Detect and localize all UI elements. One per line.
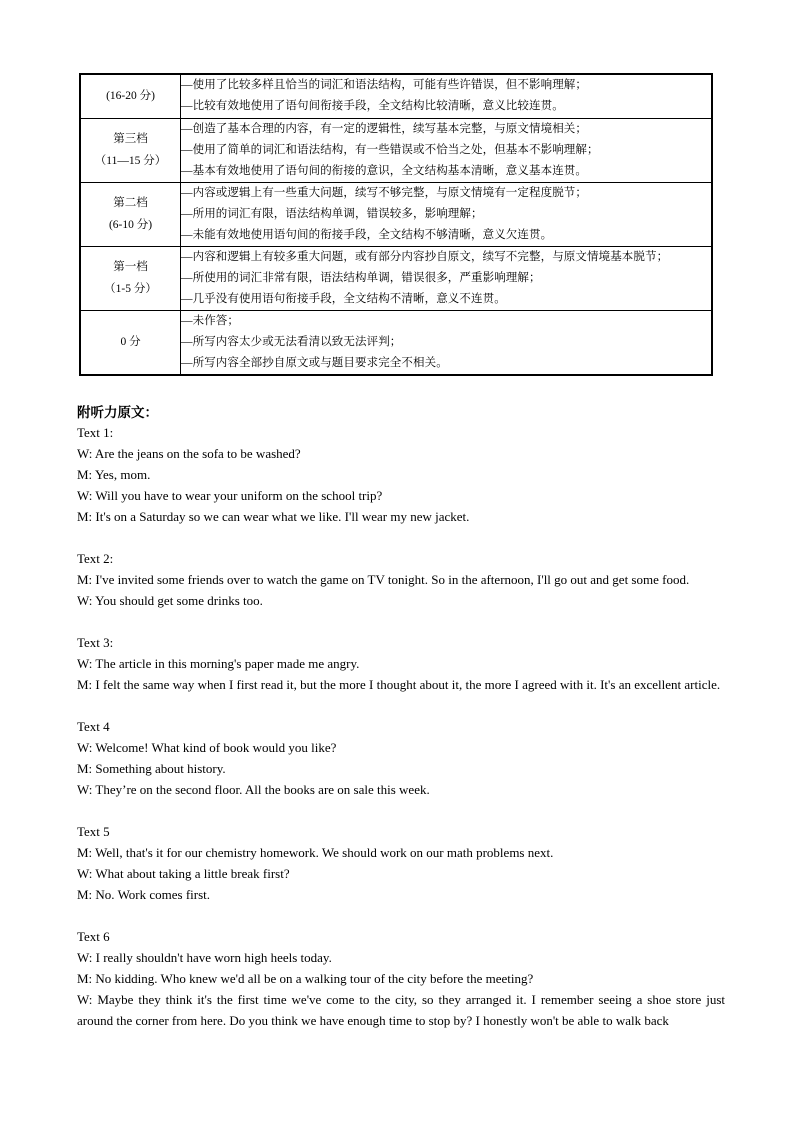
dialogue-line: W: They’re on the second floor. All the books are on sale this week. [77, 782, 430, 797]
rubric-description [181, 74, 713, 118]
rubric-level [80, 310, 181, 375]
rubric-level [80, 74, 181, 118]
text-label: Text 3: [77, 635, 114, 650]
dialogue-line: M: I felt the same way when I first read it, but the more I thought about it, the more I agreed with it. It's an excellent article. [77, 677, 721, 692]
dialogue-line: M: Well, that's it for our chemistry homework. We should work on our math problems next. [77, 845, 554, 860]
dialogue-line: W: I really shouldn't have worn high heels today. [77, 950, 332, 965]
text-label: Text 6 [77, 929, 110, 944]
rubric-criterion: —未能有效地使用语句间的衔接手段，全文结构不够清晰，意义欠连贯。 [181, 228, 553, 241]
rubric-criterion: —使用了比较多样且恰当的词汇和语法结构，可能有些许错误，但不影响理解； [181, 79, 587, 92]
text-label: Text 1: [77, 425, 114, 440]
dialogue-line: W: Will you have to wear your uniform on the school trip? [77, 488, 383, 503]
rubric-level [80, 246, 181, 310]
paragraph-spacer [77, 800, 725, 821]
dialogue-line: M: It's on a Saturday so we can wear what we like. I'll wear my new jacket. [77, 509, 470, 524]
rubric-row [80, 74, 712, 118]
dialogue-line: M: Yes, mom. [77, 467, 151, 482]
dialogue-line: M: No kidding. Who knew we'd all be on a walking tour of the city before the meeting? [77, 971, 534, 986]
rubric-description [181, 310, 713, 375]
paragraph-spacer [77, 527, 725, 548]
rubric-level-text: 第三档 [113, 133, 148, 145]
rubric-level-text: 第二档 [113, 197, 148, 209]
rubric-level-text: 0 分 [120, 336, 141, 348]
listening-transcript [77, 422, 725, 1031]
listening-section-title: 附听力原文： [77, 405, 158, 421]
rubric-description [181, 182, 713, 246]
rubric-criterion: —所写内容太少或无法看清以致无法评判； [181, 335, 402, 348]
rubric-row [80, 182, 712, 246]
rubric-criterion: —未作答； [181, 314, 239, 327]
rubric-level [80, 118, 181, 182]
rubric-row [80, 118, 712, 182]
dialogue-line: M: I've invited some friends over to watch the game on TV tonight. So in the afternoon, I'll go out and get some food. [77, 572, 690, 587]
rubric-criterion: —内容或逻辑上有一些重大问题，续写不够完整，与原文情境有一定程度脱节； [181, 186, 587, 199]
dialogue-line: W: The article in this morning's paper made me angry. [77, 656, 360, 671]
dialogue-line: W: What about taking a little break first? [77, 866, 290, 881]
text-label: Text 2: [77, 551, 114, 566]
scoring-rubric-table [79, 73, 713, 376]
rubric-criterion: —所用的词汇有限，语法结构单调，错误较多，影响理解； [181, 207, 483, 220]
dialogue-line: M: No. Work comes first. [77, 887, 211, 902]
paragraph-spacer [77, 611, 725, 632]
rubric-criterion: —创造了基本合理的内容，有一定的逻辑性，续写基本完整，与原文情境相关； [181, 122, 587, 135]
rubric-description [181, 118, 713, 182]
rubric-criterion: —使用了简单的词汇和语法结构，有一些错误或不恰当之处，但基本不影响理解； [181, 143, 599, 156]
dialogue-line: W: Maybe they think it's the first time we've come to the city, so they arranged it. I remember seeing a shoe store just around the corner from here. Do you think we have enough time to stop by? I honestly won't be able to walk back [77, 992, 725, 1028]
dialogue-line: W: Are the jeans on the sofa to be washed? [77, 446, 301, 461]
dialogue-line: M: Something about history. [77, 761, 226, 776]
rubric-level [80, 182, 181, 246]
rubric-level-text: 第一档 [113, 261, 148, 273]
rubric-criterion: —几乎没有使用语句衔接手段，全文结构不清晰，意义不连贯。 [181, 292, 506, 305]
dialogue-line: W: Welcome! What kind of book would you like? [77, 740, 337, 755]
rubric-level-text: （1-5 分） [104, 283, 157, 295]
text-label: Text 5 [77, 824, 110, 839]
rubric-row [80, 246, 712, 310]
rubric-criterion: —所写内容全部抄自原文或与题目要求完全不相关。 [181, 356, 448, 369]
paragraph-spacer [77, 905, 725, 926]
rubric-criterion: —所使用的词汇非常有限，语法结构单调，错误很多，严重影响理解； [181, 271, 541, 284]
text-label: Text 4 [77, 719, 110, 734]
paragraph-spacer [77, 695, 725, 716]
rubric-criterion: —内容和逻辑上有较多重大问题，或有部分内容抄自原文，续写不完整，与原文情境基本脱节； [181, 250, 669, 263]
rubric-row [80, 310, 712, 375]
rubric-level-text: （11—15 分） [94, 155, 167, 167]
dialogue-line: W: You should get some drinks too. [77, 593, 263, 608]
rubric-criterion: —基本有效地使用了语句间的衔接的意识，全文结构基本清晰，意义基本连贯。 [181, 164, 587, 177]
rubric-criterion: —比较有效地使用了语句间衔接手段，全文结构比较清晰，意义比较连贯。 [181, 100, 564, 113]
rubric-description [181, 246, 713, 310]
rubric-level-text: (6-10 分) [108, 219, 153, 231]
rubric-level-text: (16-20 分) [106, 90, 155, 103]
